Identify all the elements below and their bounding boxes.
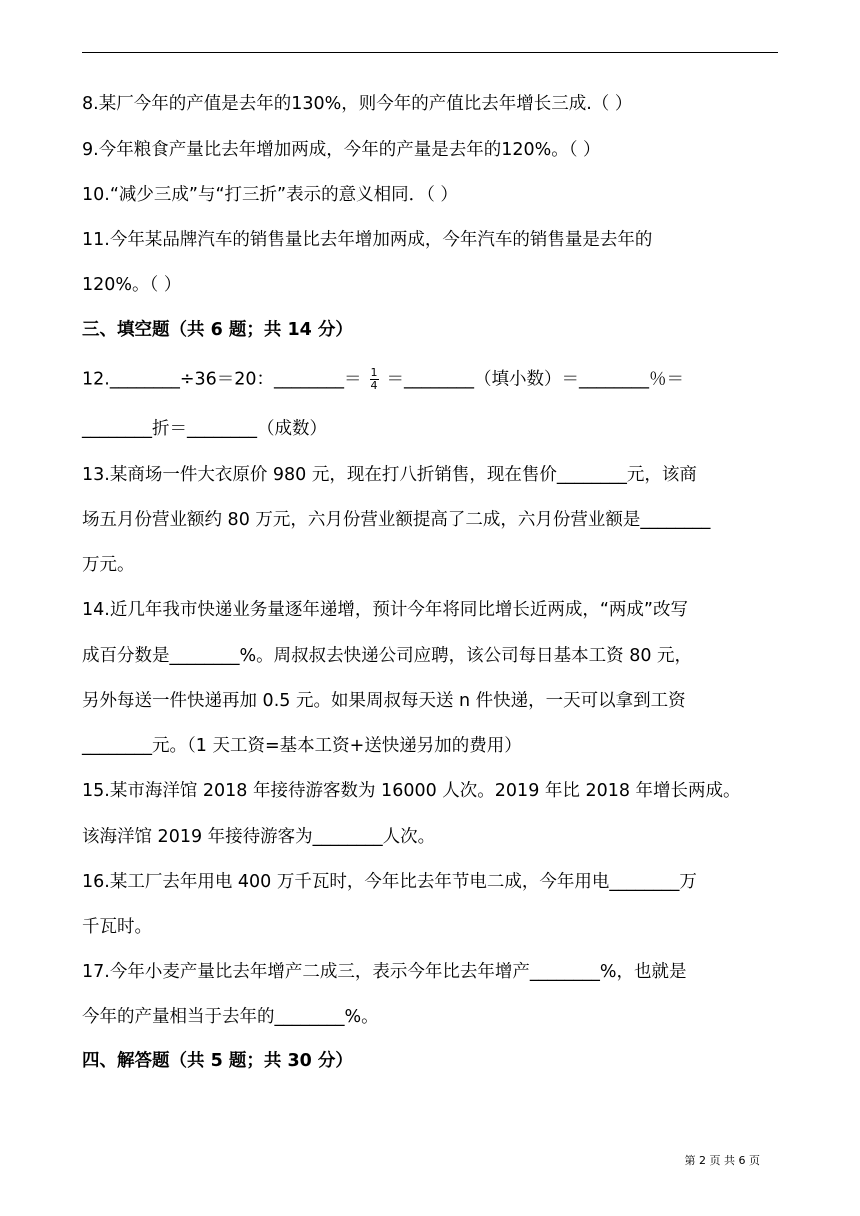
question-11-line-2: 120%。（ ）: [82, 275, 182, 295]
section-4-heading: 四、解答题（共 5 题；共 30 分）: [82, 1051, 353, 1071]
question-17-line-2: 今年的产量相当于去年的________%。: [82, 1007, 379, 1027]
page-number-footer: 第 2 页 共 6 页: [684, 1154, 760, 1167]
question-12-part-a: 12.________÷36＝20：________＝: [82, 369, 362, 390]
question-14-line-1: 14.近几年我市快递业务量逐年递增，预计今年将同比增长近两成，“两成”改写: [82, 600, 688, 620]
question-12-line-2: ________折＝________（成数）: [82, 419, 327, 439]
question-13-line-2: 场五月份营业额约 80 万元，六月份营业额提高了二成，六月份营业额是________: [82, 510, 711, 530]
question-9-line: 9.今年粮食产量比去年增加两成，今年的产量是去年的120%。（ ）: [82, 140, 601, 160]
question-16-line-1: 16.某工厂去年用电 400 万千瓦时，今年比去年节电二成，今年用电________万: [82, 872, 697, 892]
question-8-line: 8.某厂今年的产值是去年的130%，则今年的产值比去年增长三成.（ ）: [82, 94, 633, 114]
fraction-numerator: 1: [370, 366, 378, 379]
question-12-line-1: [82, 367, 684, 392]
question-13-line-1: 13.某商场一件大衣原价 980 元，现在打八折销售，现在售价________元，该商: [82, 465, 697, 485]
question-12-part-b: ＝________（填小数）＝________％＝: [386, 369, 685, 390]
section-3-heading: 三、填空题（共 6 题；共 14 分）: [82, 320, 353, 340]
header-rule: [82, 52, 778, 53]
question-13-line-3: 万元。: [82, 555, 135, 575]
question-15-line-2: 该海洋馆 2019 年接待游客为________人次。: [82, 827, 436, 847]
question-17-line-1: 17.今年小麦产量比去年增产二成三，表示今年比去年增产________%，也就是: [82, 962, 687, 982]
fraction-one-quarter: [370, 367, 379, 392]
question-11-line-1: 11.今年某品牌汽车的销售量比去年增加两成，今年汽车的销售量是去年的: [82, 230, 653, 250]
fraction-denominator: 4: [370, 379, 378, 392]
question-14-line-3: 另外每送一件快递再加 0.5 元。如果周叔每天送 n 件快递，一天可以拿到工资: [82, 691, 686, 711]
question-10-line: 10.“减少三成”与“打三折”表示的意义相同．（ ）: [82, 185, 458, 205]
question-14-line-4: ________元。（1 天工资=基本工资+送快递另加的费用）: [82, 736, 522, 756]
question-14-line-2: 成百分数是________%。周叔叔去快递公司应聘，该公司每日基本工资 80 元，: [82, 646, 693, 666]
question-16-line-2: 千瓦时。: [82, 917, 152, 937]
question-15-line-1: 15.某市海洋馆 2018 年接待游客数为 16000 人次。2019 年比 2018 年增长两成。: [82, 781, 741, 801]
